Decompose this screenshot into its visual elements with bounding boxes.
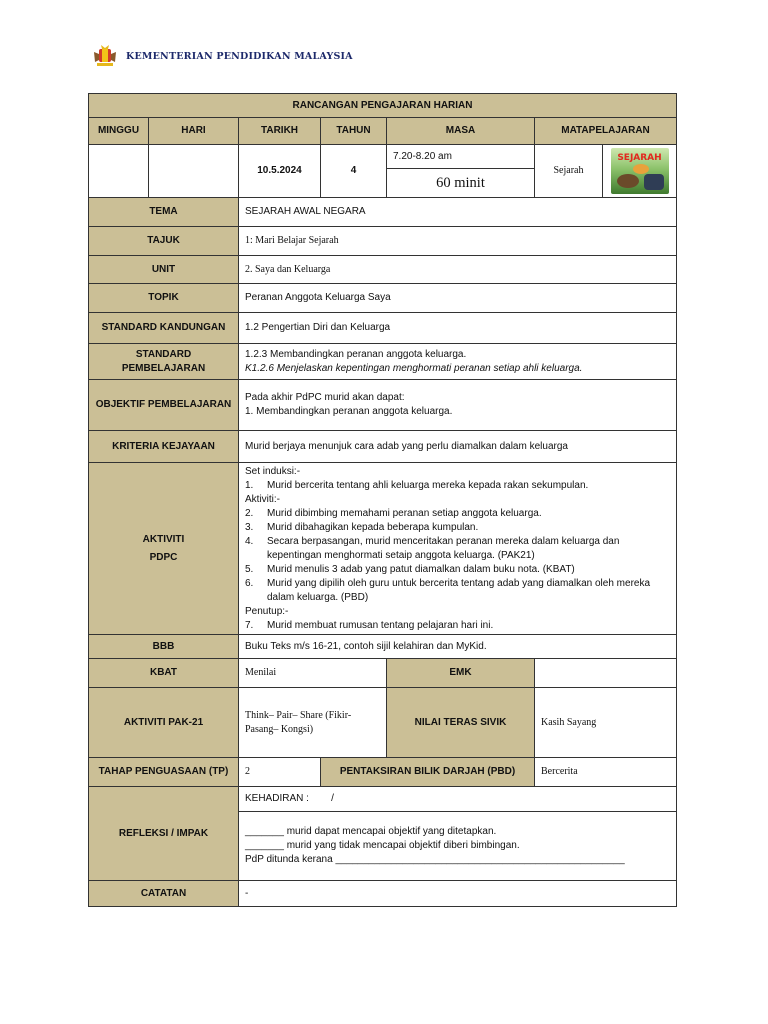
label-bbb: BBB xyxy=(89,635,239,659)
value-tahun: 4 xyxy=(321,145,387,198)
ministry-name: KEMENTERIAN PENDIDIKAN MALAYSIA xyxy=(126,50,353,62)
label-standard-pembelajaran: STANDARD PEMBELAJARAN xyxy=(89,344,239,380)
label-kriteria: KRITERIA KEJAYAAN xyxy=(89,431,239,463)
label-objektif: OBJEKTIF PEMBELAJARAN xyxy=(89,380,239,431)
value-tema: SEJARAH AWAL NEGARA xyxy=(239,198,677,227)
value-masa xyxy=(387,145,535,198)
value-pak21: Think– Pair– Share (Fikir- Pasang– Kongsi) xyxy=(239,688,387,758)
value-pbd: Bercerita xyxy=(535,758,677,787)
label-tajuk: TAJUK xyxy=(89,227,239,256)
value-topik: Peranan Anggota Keluarga Saya xyxy=(239,284,677,313)
value-matapelajaran: Sejarah xyxy=(535,145,603,198)
list-item: 7. Murid membuat rumusan tentang pelajaran hari ini. xyxy=(245,619,494,631)
list-item: 5. Murid menulis 3 adab yang patut diamalkan dalam buku nota. (KBAT) xyxy=(245,563,575,575)
aktiviti-heading: Aktiviti:- xyxy=(245,493,280,505)
lesson-plan-table xyxy=(88,93,677,907)
standard-pembelajaran-1: 1.2.3 Membandingkan peranan anggota keluarga. xyxy=(245,348,467,360)
list-item: 2. Murid dibimbing memahami peranan setiap anggota keluarga. xyxy=(245,507,542,519)
label-standard-kandungan: STANDARD KANDUNGAN xyxy=(89,313,239,344)
label-tp: TAHAP PENGUASAAN (TP) xyxy=(89,758,239,787)
col-hari: HARI xyxy=(149,118,239,145)
textbook-cover-title: SEJARAH xyxy=(617,153,662,163)
plan-title: RANCANGAN PENGAJARAN HARIAN xyxy=(89,94,677,118)
objektif-line-2: 1. Membandingkan peranan anggota keluarga. xyxy=(245,406,453,417)
label-aktiviti-1: AKTIVITI xyxy=(142,533,185,545)
value-hari xyxy=(149,145,239,198)
col-masa: MASA xyxy=(387,118,535,145)
label-refleksi: REFLEKSI / IMPAK xyxy=(89,787,239,881)
list-item: 4. Secara berpasangan, murid menceritakan peranan mereka dalam keluarga dan kepentingan menghormati setaip anggota keluarga. (PAK21) xyxy=(245,535,620,561)
value-nilai: Kasih Sayang xyxy=(535,688,677,758)
malaysia-crest-icon xyxy=(90,44,120,68)
value-standard-pembelajaran xyxy=(239,344,677,380)
value-catatan: - xyxy=(239,881,677,907)
refleksi-line-2: _______ murid yang tidak mencapai objektif diberi bimbingan. xyxy=(245,840,520,851)
label-nilai: NILAI TERAS SIVIK xyxy=(387,688,535,758)
textbook-cover xyxy=(603,145,677,198)
label-pak21: AKTIVITI PAK-21 xyxy=(89,688,239,758)
value-minggu xyxy=(89,145,149,198)
label-kbat: KBAT xyxy=(89,659,239,688)
refleksi-line-3: PdP ditunda kerana ____________________________________________________ xyxy=(245,854,625,865)
value-kbat: Menilai xyxy=(239,659,387,688)
masa-time: 7.20-8.20 am xyxy=(387,145,534,169)
document-header xyxy=(90,44,353,68)
value-bbb: Buku Teks m/s 16-21, contoh sijil kelahiran dan MyKid. xyxy=(239,635,677,659)
label-pbd: PENTAKSIRAN BILIK DARJAH (PBD) xyxy=(321,758,535,787)
label-emk: EMK xyxy=(387,659,535,688)
value-tarikh: 10.5.2024 xyxy=(239,145,321,198)
value-standard-kandungan: 1.2 Pengertian Diri dan Keluarga xyxy=(239,313,677,344)
value-refleksi xyxy=(239,812,677,881)
col-minggu: MINGGU xyxy=(89,118,149,145)
value-unit: 2. Saya dan Keluarga xyxy=(239,256,677,284)
standard-pembelajaran-2: K1.2.6 Menjelaskan kepentingan menghormati peranan setiap ahli keluarga. xyxy=(245,362,583,374)
value-kriteria: Murid berjaya menunjuk cara adab yang perlu diamalkan dalam keluarga xyxy=(239,431,677,463)
col-tarikh: TARIKH xyxy=(239,118,321,145)
list-item: 6. Murid yang dipilih oleh guru untuk bercerita tentang adab yang diamalkan oleh mereka dalam keluarga. (PBD) xyxy=(245,577,651,603)
objektif-line-1: Pada akhir PdPC murid akan dapat: xyxy=(245,392,405,403)
textbook-cover-image xyxy=(611,148,669,194)
col-matapelajaran: MATAPELAJARAN xyxy=(535,118,677,145)
col-tahun: TAHUN xyxy=(321,118,387,145)
activity-list xyxy=(245,479,670,493)
value-tajuk: 1: Mari Belajar Sejarah xyxy=(239,227,677,256)
value-emk xyxy=(535,659,677,688)
value-tp: 2 xyxy=(239,758,321,787)
label-aktiviti-2: PDPC xyxy=(149,551,178,563)
list-item: 1. Murid bercerita tentang ahli keluarga mereka kepada rakan sekumpulan. xyxy=(245,479,589,491)
value-objektif xyxy=(239,380,677,431)
label-catatan: CATATAN xyxy=(89,881,239,907)
penutup-heading: Penutup:- xyxy=(245,605,289,617)
masa-duration: 60 minit xyxy=(436,175,485,191)
label-tema: TEMA xyxy=(89,198,239,227)
refleksi-line-1: _______ murid dapat mencapai objektif yang ditetapkan. xyxy=(245,826,497,837)
list-item: 3. Murid dibahagikan kepada beberapa kumpulan. xyxy=(245,521,479,533)
label-topik: TOPIK xyxy=(89,284,239,313)
label-unit: UNIT xyxy=(89,256,239,284)
label-aktiviti xyxy=(89,463,239,635)
set-induksi-heading: Set induksi:- xyxy=(245,465,301,477)
value-aktiviti xyxy=(239,463,677,635)
value-kehadiran: KEHADIRAN : / xyxy=(239,787,677,812)
